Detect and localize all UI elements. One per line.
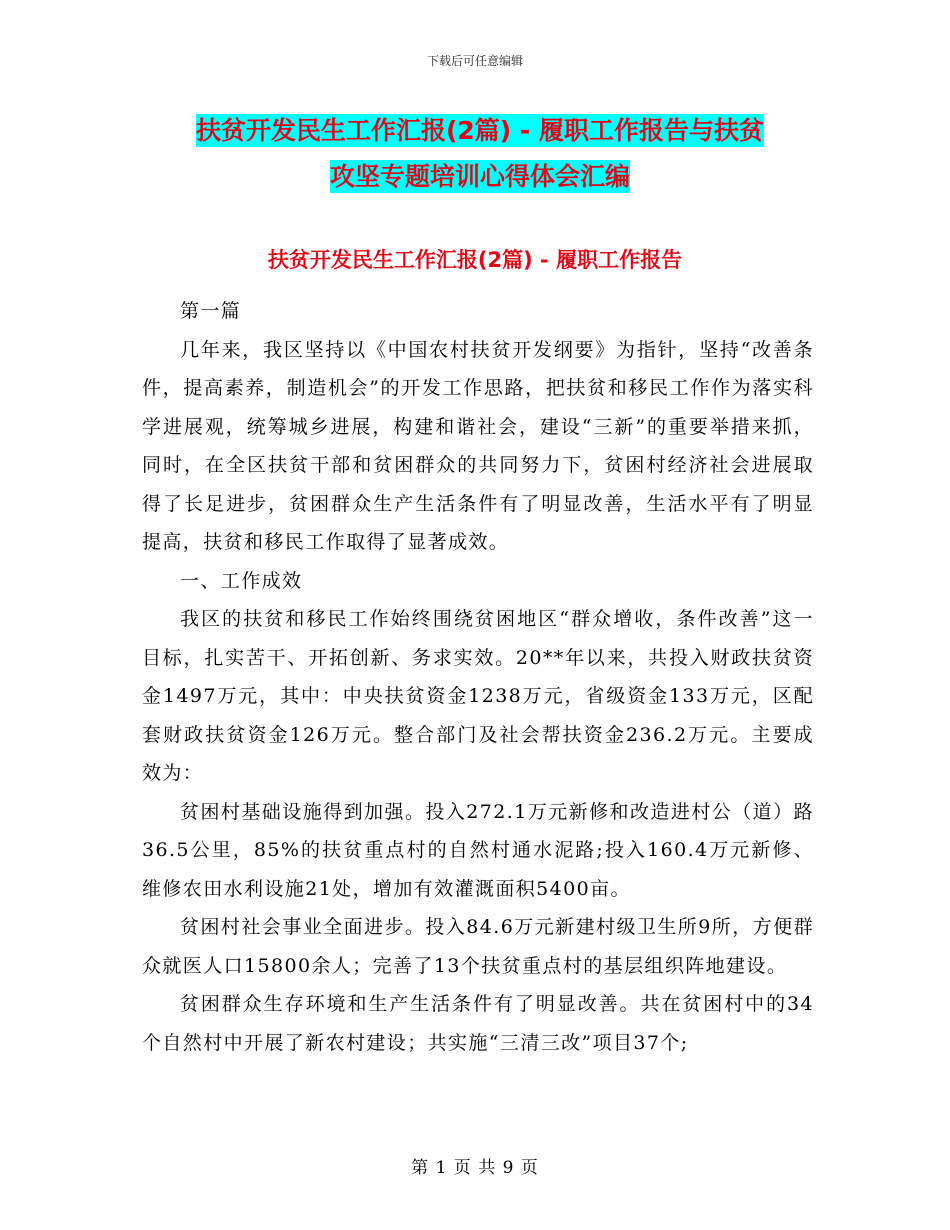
document-body [142, 292, 814, 1062]
paragraph-part-label: 第一篇 [180, 300, 242, 322]
paragraph: 几年来，我区坚持以《中国农村扶贫开发纲要》为指针，坚持“改善条件，提高素养，制造机会”的开发工作思路，把扶贫和移民工作作为落实科学进展观，统筹城乡进展，构建和谐社会，建设“三新”的重要举措来抓，同时，在全区扶贫干部和贫困群众的共同努力下，贫困村经济社会进展取得了长足进步，贫困群众生产生活条件有了明显改善，生活水平有了明显提高，扶贫和移民工作取得了显著成效。 [142, 338, 814, 553]
paragraph: 我区的扶贫和移民工作始终围绕贫困地区“群众增收，条件改善”这一目标，扎实苦干、开拓创新、务求实效。20**年以来，共投入财政扶贫资金1497万元，其中：中央扶贫资金1238万元，省级资金133万元，区配套财政扶贫资金126万元。整合部门及社会帮扶资金236.2万元。主要成效为： [142, 608, 814, 784]
header-note: 下载后可任意编辑 [426, 54, 523, 68]
document-title-line-2: 攻坚专题培训心得体会汇编 [329, 162, 630, 191]
section-title: 扶贫开发民生工作汇报(2篇) - 履职工作报告 [267, 248, 683, 272]
page-footer: 第 1 页 共 9 页 [411, 1158, 539, 1178]
paragraph-heading: 一、工作成效 [180, 569, 303, 592]
paragraph: 贫困群众生存环境和生产生活条件有了明显改善。共在贫困村中的34个自然村中开展了新农村建设；共实施“三清三改”项目37个; [142, 993, 814, 1054]
paragraph: 贫困村社会事业全面进步。投入84.6万元新建村级卫生所9所，方便群众就医人口15800余人；完善了13个扶贫重点村的基层组织阵地建设。 [142, 916, 814, 977]
paragraph: 贫困村基础设施得到加强。投入272.1万元新修和改造进村公（道）路36.5公里，85%的扶贫重点村的自然村通水泥路;投入160.4万元新修、维修农田水利设施21处，增加有效灌溉面积5400亩。 [142, 800, 814, 900]
document-title-line-1: 扶贫开发民生工作汇报(2篇) - 履职工作报告与扶贫 [195, 116, 765, 145]
document-title [140, 108, 820, 200]
